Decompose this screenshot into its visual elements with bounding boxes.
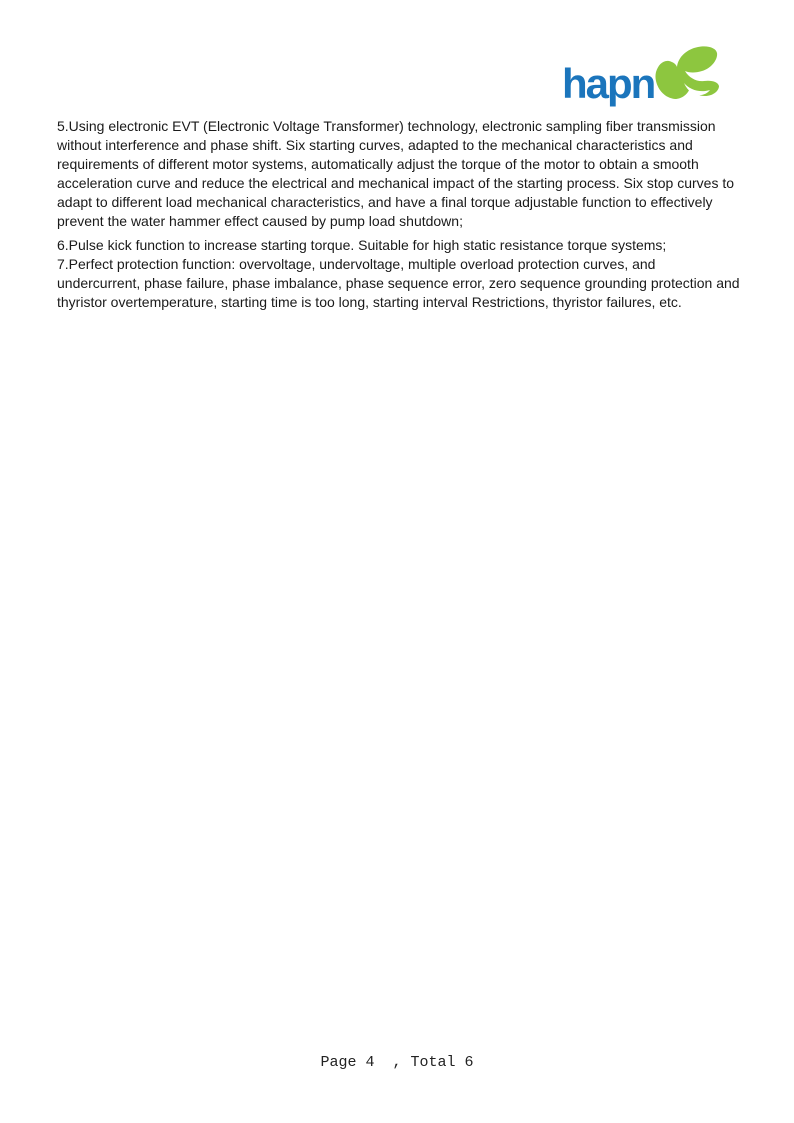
document-body (57, 117, 741, 312)
page-footer: Page 4 , Total 6 (320, 1054, 474, 1071)
brand-logo (562, 44, 732, 108)
paragraph-item-6: 6.Pulse kick function to increase starting torque. Suitable for high static resistance torque systems; (57, 237, 667, 253)
dove-leaf-shape (655, 46, 719, 99)
dove-leaf-icon (652, 46, 724, 104)
logo-wordmark: hapn (562, 60, 655, 107)
paragraph-item-5: 5.Using electronic EVT (Electronic Voltage Transformer) technology, electronic sampling fiber transmission without interference and phase shift. Six starting curves, adapted to the mechanical characteristics and requirements of different motor systems, automatically adjust the torque of the motor to obtain a smooth acceleration curve and reduce the electrical and mechanical impact of the starting process. Six stop curves to adapt to different load mechanical characteristics, and have a final torque adjustable function to effectively prevent the water hammer effect caused by pump load shutdown; (57, 118, 735, 229)
paragraph-item-7: 7.Perfect protection function: overvoltage, undervoltage, multiple overload protection curves, and undercurrent, phase failure, phase imbalance, phase sequence error, zero sequence grounding protection and thyristor overtemperature, starting time is too long, starting interval Restrictions, thyristor failures, etc. (57, 256, 740, 310)
